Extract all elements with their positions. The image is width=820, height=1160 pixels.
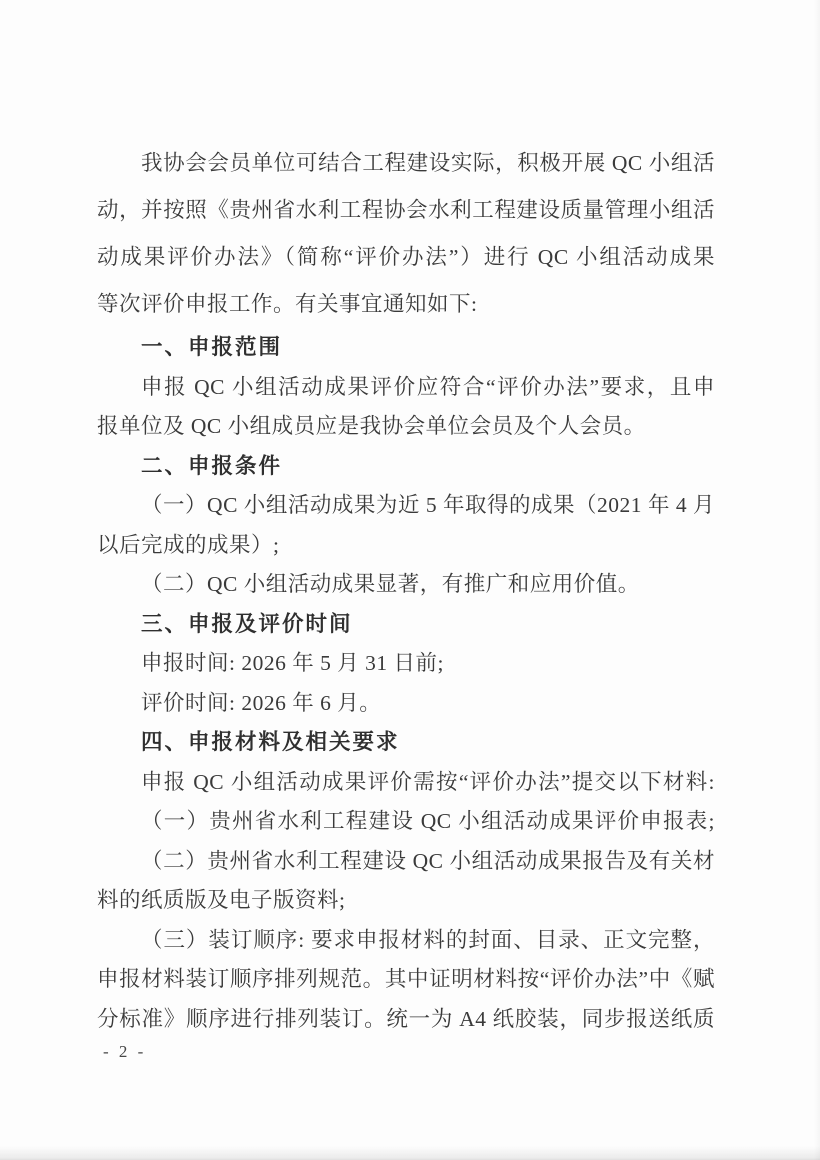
page-number: - 2 - xyxy=(103,1042,147,1061)
section-heading: 二、申报条件 xyxy=(141,453,283,478)
scan-edge-shadow-right xyxy=(814,0,820,1160)
text-line: 等次评价申报工作。有关事宜通知如下: xyxy=(97,292,478,316)
text-line: （二）QC 小组活动成果显著，有推广和应用价值。 xyxy=(141,572,640,596)
text-line: （三）装订顺序: 要求申报材料的封面、目录、正文完整， xyxy=(141,927,715,952)
text-line: 评价时间: 2026 年 6 月。 xyxy=(141,690,382,715)
text-line: （一）贵州省水利工程建设 QC 小组活动成果评价申报表; xyxy=(141,809,715,833)
text-line: （二）贵州省水利工程建设 QC 小组活动成果报告及有关材 xyxy=(141,848,715,873)
text-line: 申报材料装订顺序排列规范。其中证明材料按“评价办法”中《赋 xyxy=(97,967,715,991)
section-heading: 三、申报及评价时间 xyxy=(141,611,353,636)
text-line: 我协会会员单位可结合工程建设实际，积极开展 QC 小组活 xyxy=(141,151,715,175)
document-lines xyxy=(97,140,715,1039)
document-body xyxy=(97,140,715,1039)
text-line: 申报 QC 小组活动成果评价需按“评价办法”提交以下材料: xyxy=(141,769,715,794)
section-heading: 四、申报材料及相关要求 xyxy=(141,730,400,754)
text-line: 分标准》顺序进行排列装订。统一为 A4 纸胶装，同步报送纸质 xyxy=(97,1006,715,1031)
text-line: 料的纸质版及电子版资料; xyxy=(97,888,346,912)
text-line: 动，并按照《贵州省水利工程协会水利工程建设质量管理小组活 xyxy=(97,198,715,222)
text-line: （一）QC 小组活动成果为近 5 年取得的成果（2021 年 4 月 xyxy=(141,493,715,517)
section-heading: 一、申报范围 xyxy=(141,335,283,359)
text-line: 申报 QC 小组活动成果评价应符合“评价办法”要求，且申 xyxy=(141,374,715,399)
text-line: 动成果评价办法》（简称“评价办法”）进行 QC 小组活动成果 xyxy=(97,245,715,269)
text-line: 报单位及 QC 小组成员应是我协会单位会员及个人会员。 xyxy=(97,414,646,438)
text-line: 申报时间: 2026 年 5 月 31 日前; xyxy=(141,651,444,675)
scan-edge-shadow-bottom xyxy=(0,1146,820,1160)
text-line: 以后完成的成果）; xyxy=(97,532,280,557)
